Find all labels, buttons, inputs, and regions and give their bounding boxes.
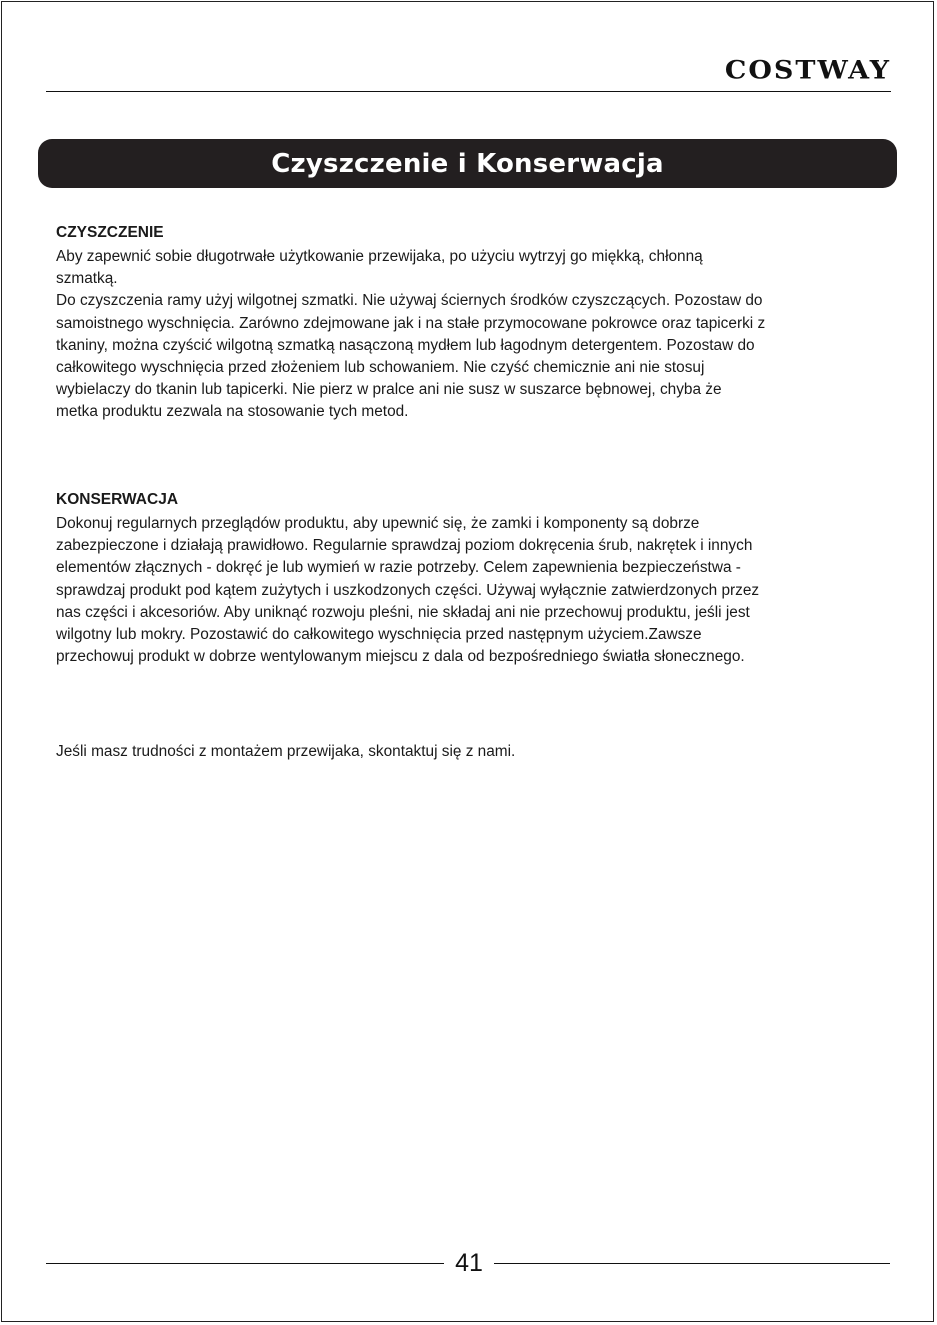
footer-divider-right <box>494 1263 890 1264</box>
maintenance-section <box>56 489 886 668</box>
paragraph-line: nas części i akcesoriów. Aby uniknąć rozwoju pleśni, nie składaj ani nie przechowuj produktu, jeśli jest <box>56 603 750 621</box>
paragraph-line: metka produktu zezwala na stosowanie tych metod. <box>56 403 409 421</box>
paragraph-line: zabezpieczone i działają prawidłowo. Regularnie sprawdzaj poziom dokręcenia śrub, nakrętek i innych <box>56 537 753 555</box>
footer-divider-left <box>46 1263 444 1264</box>
paragraph-line: tkaniny, można czyścić wilgotną szmatką nasączoną mydłem lub łagodnym detergentem. Pozostaw do <box>56 336 755 354</box>
paragraph-line: Dokonuj regularnych przeglądów produktu, aby upewnić się, że zamki i komponenty są dobrze <box>56 515 700 532</box>
maintenance-heading: KONSERWACJA <box>56 491 179 508</box>
paragraph-line: sprawdzaj produkt pod kątem zużytych i uszkodzonych części. Używaj wyłącznie zatwierdzonych przez <box>56 581 760 599</box>
paragraph-line: elementów złącznych - dokręć je lub wymień w razie potrzeby. Celem zapewnienia bezpieczeństwa - <box>56 559 741 577</box>
brand-logo: COSTWAY <box>724 56 891 85</box>
contact-note: Jeśli masz trudności z montażem przewijaka, skontaktuj się z nami. <box>56 743 516 760</box>
paragraph-line: Aby zapewnić sobie długotrwałe użytkowanie przewijaka, po użyciu wytrzyj go miękką, chłonną <box>56 248 703 265</box>
cleaning-section <box>56 222 886 424</box>
paragraph-line: wybielaczy do tkanin lub tapicerki. Nie pierz w pralce ani nie susz w suszarce bębnowej, chyba że <box>56 381 722 399</box>
page-title: Czyszczenie i Konserwacja <box>271 148 664 179</box>
header-divider <box>46 91 891 92</box>
paragraph-line: Do czyszczenia ramy użyj wilgotnej szmatki. Nie używaj ściernych środków czyszczących. Pozostaw do <box>56 292 763 310</box>
title-banner <box>38 139 897 188</box>
paragraph-line: całkowitego wyschnięcia przed złożeniem lub schowaniem. Nie czyść chemicznie ani nie stosuj <box>56 359 705 377</box>
paragraph-line: szmatką. <box>56 270 118 288</box>
maintenance-paragraph <box>56 513 886 668</box>
paragraph-line: przechowuj produkt w dobrze wentylowanym miejscu z dala od bezpośredniego światła słonecznego. <box>56 648 745 666</box>
page-number: 41 <box>455 1249 483 1277</box>
cleaning-heading: CZYSZCZENIE <box>56 224 164 241</box>
paragraph-line: wilgotny lub mokry. Pozostawić do całkowitego wyschnięcia przed następnym użyciem.Zawsze <box>56 626 702 644</box>
paragraph-line: samoistnego wyschnięcia. Zarówno zdejmowane jak i na stałe przymocowane pokrowce oraz tapicerki z <box>56 314 766 332</box>
cleaning-paragraph <box>56 246 886 424</box>
